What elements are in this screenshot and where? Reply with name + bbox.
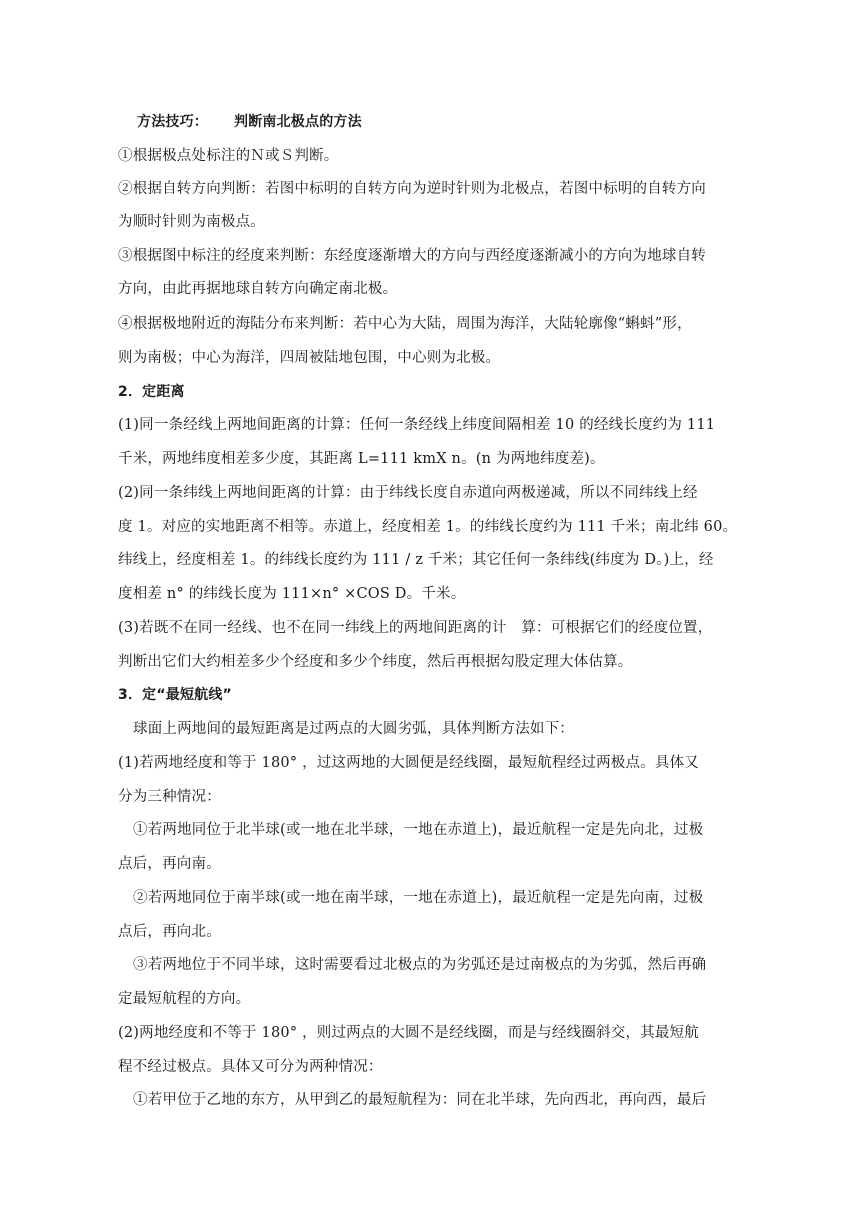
tips-label: 方法技巧： (137, 114, 208, 130)
shortest-1-case-2-line-1: ②若两地同位于南半球(或一地在南半球，一地在赤道上)，最近航程一定是先向南，过极 (133, 890, 704, 906)
method-4-line-1: ④根据极地附近的海陆分布来判断：若中心为大陆，周围为海洋，大陆轮廓像“蝌蚪”形， (118, 316, 692, 332)
distance-2-line-4: 度相差 n° 的纬线长度为 111×n° ×COS D。千米。 (118, 586, 466, 602)
section-2-heading: 2．定距离 (118, 384, 185, 400)
shortest-1-line-1: (1)若两地经度和等于 180° ，过这两地的大圆便是经线圈，最短航程经过两极点。具体又 (118, 755, 699, 771)
shortest-1-case-2-line-2: 点后，再向北。 (118, 924, 221, 940)
shortest-2-line-2: 程不经过极点。具体又可分为两种情况： (118, 1059, 383, 1075)
method-2-line-2: 为顺时针则为南极点。 (118, 214, 265, 230)
distance-1-line-2: 千米，两地纬度相差多少度，其距离 L=111 kmX n。(n 为两地纬度差)。 (118, 451, 605, 467)
distance-3-line-1: (3)若既不在同一经线、也不在同一纬线上的两地间距离的计 算：可根据它们的经度位置， (118, 620, 713, 636)
method-1: ①根据极点处标注的Ｎ或Ｓ判断。 (118, 148, 339, 164)
shortest-2-line-1: (2)两地经度和不等于 180° ，则过两点的大圆不是经线圈，而是与经线圈斜交，其最短航 (118, 1025, 699, 1041)
distance-2-line-2: 度 1。对应的实地距离不相等。赤道上，经度相差 1。的纬线长度约为 111 千米；南北纬 60。 (118, 519, 738, 535)
method-3-line-1: ③根据图中标注的经度来判断：东经度逐渐增大的方向与西经度逐渐减小的方向为地球自转 (118, 248, 706, 264)
shortest-1-case-3-line-2: 定最短航程的方向。 (118, 991, 251, 1007)
shortest-1-case-3-line-1: ③若两地位于不同半球，这时需要看过北极点的为劣弧还是过南极点的为劣弧，然后再确 (133, 957, 707, 973)
method-2-line-1: ②根据自转方向判断：若图中标明的自转方向为逆时针则为北极点，若图中标明的自转方向 (118, 181, 706, 197)
shortest-1-case-1-line-2: 点后，再向南。 (118, 856, 221, 872)
method-4-line-2: 则为南极；中心为海洋，四周被陆地包围，中心则为北极。 (118, 350, 501, 366)
distance-3-line-2: 判断出它们大约相差多少个经度和多少个纬度，然后再根据勾股定理大体估算。 (118, 654, 633, 670)
distance-2-line-1: (2)同一条纬线上两地间距离的计算：由于纬线长度自赤道向两极递减，所以不同纬线上经 (118, 485, 698, 501)
tips-title: 判断南北极点的方法 (234, 114, 362, 130)
shortest-2-case-1-line-1: ①若甲位于乙地的东方，从甲到乙的最短航程为：同在北半球，先向西北，再向西，最后 (133, 1092, 707, 1108)
section-3-heading: 3．定“最短航线” (118, 687, 232, 703)
shortest-1-case-1-line-1: ①若两地同位于北半球(或一地在北半球，一地在赤道上)，最近航程一定是先向北，过极 (133, 822, 704, 838)
distance-1-line-1: (1)同一条经线上两地间距离的计算：任何一条经线上纬度间隔相差 10 的经线长度约为 111 (118, 417, 716, 433)
method-3-line-2: 方向，由此再据地球自转方向确定南北极。 (118, 281, 398, 297)
shortest-intro: 球面上两地间的最短距离是过两点的大圆劣弧，具体判断方法如下： (133, 721, 574, 737)
distance-2-line-3: 纬线上，经度相差 1。的纬线长度约为 111 / z 千米；其它任何一条纬线(纬度为 D。)上，经 (118, 552, 714, 568)
tips-heading (137, 112, 757, 132)
shortest-1-line-2: 分为三种情况： (118, 789, 221, 805)
